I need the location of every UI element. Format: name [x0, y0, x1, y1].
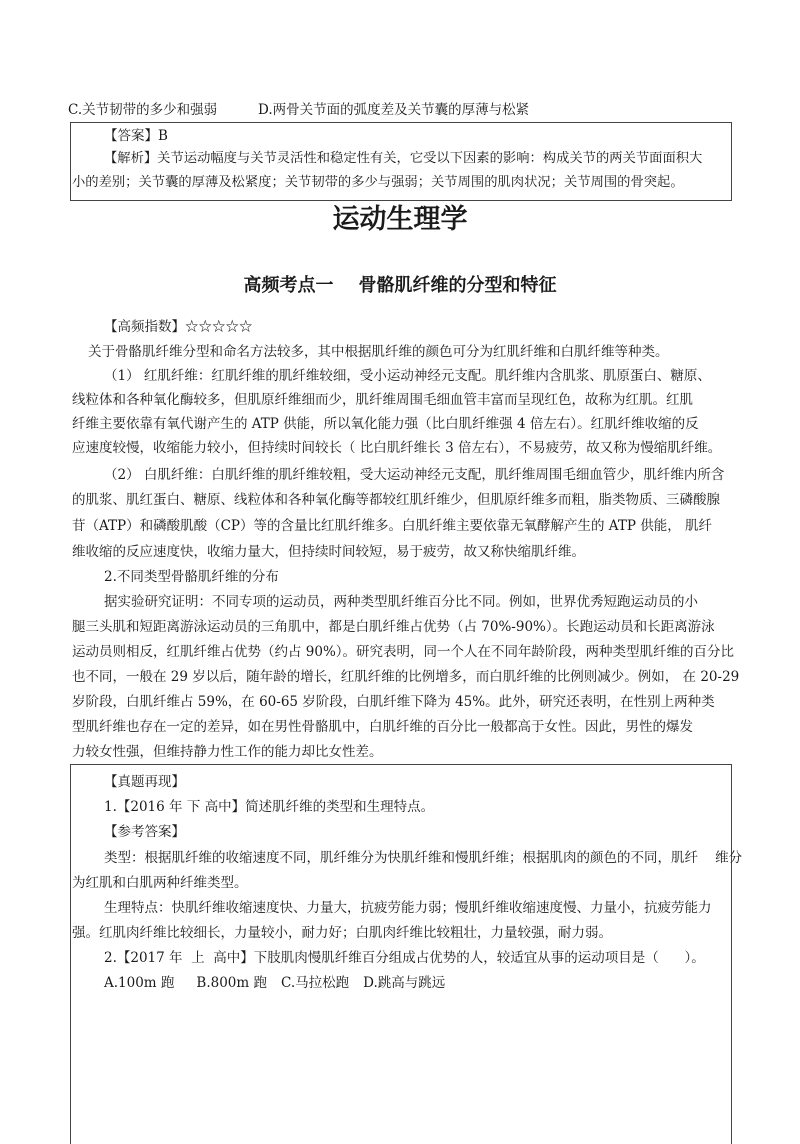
body-line: 线粒体和各种氧化酶较多，但肌原纤维细而少，肌纤维周围毛细血管丰富而呈现红色，故称为红肌。红肌 — [72, 392, 693, 408]
option-c: C.关节韧带的多少和强弱 — [68, 102, 218, 118]
frequency-label: 【高频指数】 — [104, 319, 185, 335]
body-line: 纤维主要依靠有氧代谢产生的 ATP 供能，所以氧化能力强（比白肌纤维强 4 倍左右）。红肌纤维收缩的反 — [72, 416, 699, 432]
reference-line: 为红肌和白肌两种纤维类型。 — [72, 875, 248, 891]
option-a: A.100m 跑 — [104, 975, 175, 991]
analysis-line-2: 小的差别；关节囊的厚薄及松紧度；关节韧带的多少与强弱；关节周围的肌肉状况；关节周围的骨突起。 — [72, 175, 684, 190]
body-line: （1） 红肌纤维：红肌纤维的肌纤维较细，受小运动神经元支配。肌纤维内含肌浆、肌原蛋白、糖原、 — [104, 368, 711, 384]
reference-line: 类型：根据肌纤维的收缩速度不同，肌纤维分为快肌纤维和慢肌纤维；根据肌肉的颜色的不同，肌纤 维分 — [104, 850, 743, 866]
body-line: （2） 白肌纤维：白肌纤维的肌纤维较粗，受大运动神经元支配，肌纤维周围毛细血管少，肌纤维内所含 — [104, 467, 725, 483]
exam-question-1: 1.【2016 年 下 高中】简述肌纤维的类型和生理特点。 — [104, 799, 435, 815]
option-d: D.跳高与跳远 — [363, 975, 446, 991]
body-line: 关于骨骼肌纤维分型和命名方法较多，其中根据肌纤维的颜色可分为红肌纤维和白肌纤维等种类。 — [88, 344, 669, 360]
body-line: 应速度较慢，收缩能力较小，但持续时间较长（ 比白肌纤维长 3 倍左右），不易疲劳，故又称为慢缩肌纤维。 — [72, 440, 722, 456]
option-b: B.800m 跑 — [196, 975, 267, 991]
subheading-distribution: 2.不同类型骨骼肌纤维的分布 — [104, 569, 279, 585]
frequency-row — [104, 317, 253, 337]
exam-question-2-options — [104, 973, 445, 993]
body-line: 型肌纤维也存在一定的差异，如在男性骨骼肌中，白肌纤维的百分比一般都高于女性。因此，男性的爆发 — [72, 719, 693, 735]
section-title: 运动生理学 — [332, 204, 468, 235]
body-line: 的肌浆、肌红蛋白、糖原、线粒体和各种氧化酶等都较红肌纤维少，但肌原纤维多而粗，脂类物质、三磷酸腺 — [72, 492, 720, 508]
body-line: 苷（ATP）和磷酸肌酸（CP）等的含量比红肌纤维多。白肌纤维主要依靠无氧酵解产生的 ATP 供能， 肌纤 — [72, 518, 712, 534]
option-d: D.两骨关节面的弧度差及关节囊的厚薄与松紧 — [258, 102, 530, 118]
body-line: 维收缩的反应速度快，收缩力量大，但持续时间较短，易于疲劳，故又称快缩肌纤维。 — [72, 544, 585, 560]
frequency-stars: ☆☆☆☆☆ — [185, 319, 253, 335]
option-c: C.马拉松跑 — [280, 975, 350, 991]
body-line: 据实验研究证明：不同专项的运动员，两种类型肌纤维百分比不同。例如，世界优秀短跑运动员的小 — [104, 594, 698, 610]
answer-line: 【答案】B — [104, 128, 168, 144]
body-line: 岁阶段，白肌纤维占 59%，在 60-65 岁阶段，白肌纤维下降为 45%。此外，研究还表明，在性别上两种类 — [72, 694, 715, 710]
body-line: 也不同，一般在 29 岁以后，随年龄的增长，红肌纤维的比例增多，而白肌纤维的比例则减少。例如， 在 20-29 — [72, 669, 740, 685]
reference-line: 生理特点：快肌纤维收缩速度快、力量大，抗疲劳能力弱；慢肌纤维收缩速度慢、力量小，抗疲劳能力 — [104, 900, 712, 916]
analysis-line-1: 【解析】关节运动幅度与关节灵活性和稳定性有关，它受以下因素的影响：构成关节的两关节面面积大 — [104, 151, 703, 166]
body-line: 力较女性强，但维持静力性工作的能力却比女性差。 — [72, 744, 383, 760]
topic-title: 高频考点一 骨骼肌纤维的分型和特征 — [243, 275, 557, 296]
body-line: 运动员则相反，红肌纤维占优势（约占 90%）。研究表明，同一个人在不同年龄阶段，两种类型肌纤维的百分比 — [72, 644, 735, 660]
exam-header: 【真题再现】 — [104, 774, 185, 790]
reference-header: 【参考答案】 — [104, 824, 185, 840]
exam-question-2: 2.【2017 年 上 高中】下肢肌肉慢肌纤维百分组成占优势的人，较适宜从事的运动项目是（ ）。 — [104, 950, 705, 966]
reference-line: 强。红肌肉纤维比较细长，力量较小，耐力好；白肌肉纤维比较粗壮，力量较强，耐力弱。 — [72, 925, 612, 941]
body-line: 腿三头肌和短距离游泳运动员的三角肌中，都是白肌纤维占优势（占 70%-90%）。长跑运动员和长距离游泳 — [72, 619, 715, 635]
